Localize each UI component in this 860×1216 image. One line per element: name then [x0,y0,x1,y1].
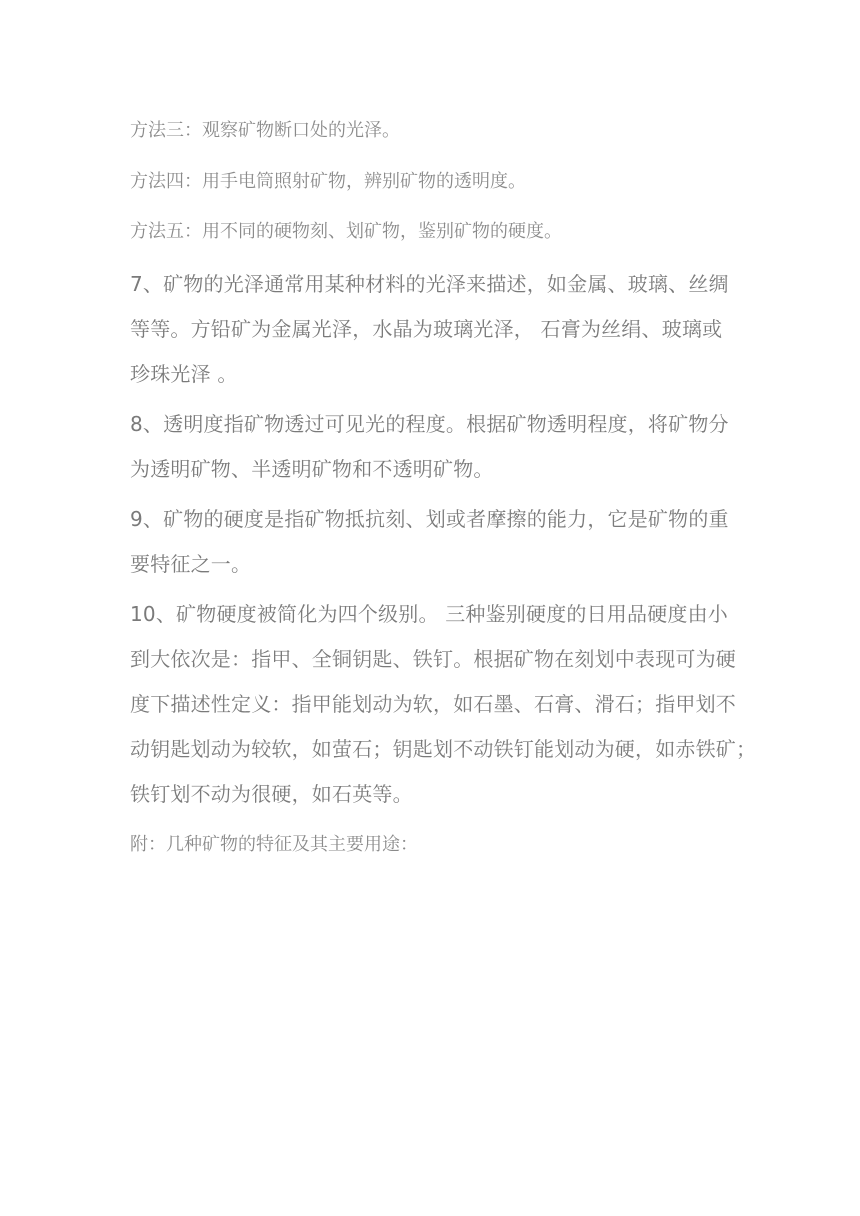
method-five-line: 方法五：用不同的硬物刻、划矿物，鉴别矿物的硬度。 [130,221,562,242]
method-four-line: 方法四：用手电筒照射矿物，辨别矿物的透明度。 [130,171,526,192]
item-10-line-5: 铁钉划不动为很硬，如石英等。 [130,782,413,806]
item-10-line-1: 10、矿物硬度被简化为四个级别。 三种鉴别硬度的日用品硬度由小 [130,602,729,626]
item-8-line-1: 8、透明度指矿物透过可见光的程度。根据矿物透明程度，将矿物分 [130,412,729,436]
item-10-line-2: 到大依次是：指甲、全铜钥匙、铁钉。根据矿物在刻划中表现可为硬 [130,647,736,671]
item-7-line-2: 等等。方铅矿为金属光泽，水晶为玻璃光泽， 石膏为丝绢、玻璃或 [130,317,723,341]
item-7-line-3: 珍珠光泽 。 [130,362,238,386]
item-7-line-1: 7、矿物的光泽通常用某种材料的光泽来描述，如金属、玻璃、丝绸 [130,272,729,296]
method-three-line: 方法三：观察矿物断口处的光泽。 [130,120,400,141]
item-9-line-1: 9、矿物的硬度是指矿物抵抗刻、划或者摩擦的能力，它是矿物的重 [130,507,729,531]
item-8-line-2: 为透明矿物、半透明矿物和不透明矿物。 [130,457,494,481]
item-9-line-2: 要特征之一。 [130,552,252,576]
item-10-line-4: 动钥匙划动为较软，如萤石；钥匙划不动铁钉能划动为硬，如赤铁矿； [130,737,757,761]
appendix-line: 附：几种矿物的特征及其主要用途： [130,834,418,855]
item-10-line-3: 度下描述性定义：指甲能划动为软，如石墨、石膏、滑石；指甲划不 [130,692,736,716]
